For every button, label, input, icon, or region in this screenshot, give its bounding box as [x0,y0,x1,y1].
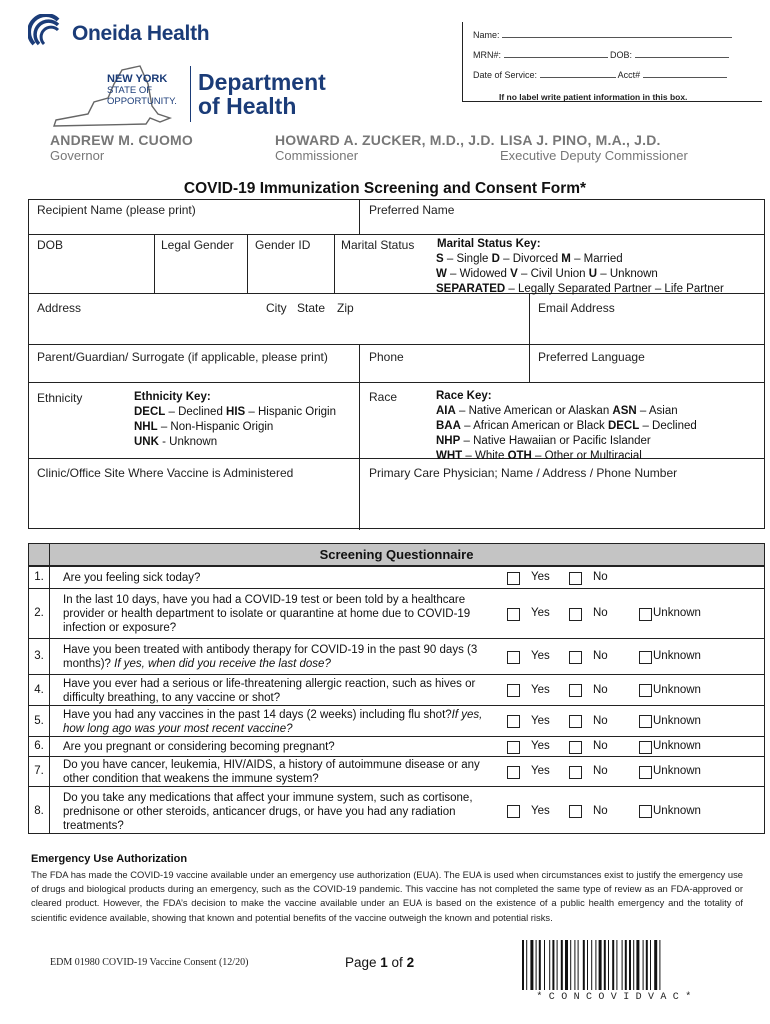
no-label: No [593,650,608,662]
no-label: No [593,740,608,752]
official-title: Governor [50,148,105,163]
ny-state-wordmark [107,74,177,107]
question-text: Have you been treated with antibody therapy for COVID-19 in the past 90 days (3 months)? If yes, when did you receive the last dose? [63,644,478,670]
yes-label: Yes [531,714,550,727]
no-checkbox[interactable] [569,741,582,754]
race-key-line-1: AIA – Native American or Alaskan ASN – Asian [436,405,678,417]
screening-title: Screening Questionnaire [319,547,474,562]
date-of-service-line[interactable] [540,69,616,78]
official-governor [50,132,193,163]
yes-checkbox[interactable] [507,715,520,728]
grid-line [334,234,335,293]
department-of-health-wordmark [198,70,326,118]
race-key-title: Race Key: [436,390,492,402]
screening-questionnaire [28,543,765,834]
question-number: 3. [34,650,44,662]
unknown-label: Unknown [653,683,701,696]
unknown-label: Unknown [653,607,701,619]
ethnicity-key-line-3: UNK - Unknown [134,436,218,448]
grid-line [529,293,530,382]
question-row [29,674,764,705]
ny-line-1: NEW YORK [107,73,168,85]
grid-line [29,344,764,345]
yes-checkbox[interactable] [507,805,520,818]
label-box-note: If no label write patient information in this box. [499,92,688,102]
state-field[interactable]: State [297,301,326,315]
grid-line [29,234,764,235]
no-label: No [593,804,608,817]
screening-header [29,544,764,566]
yes-checkbox[interactable] [507,651,520,664]
yes-checkbox[interactable] [507,608,520,621]
doh-line-1: Department [198,69,326,95]
no-checkbox[interactable] [569,608,582,621]
page-number: Page 1 of 2 [345,955,415,970]
acct-label: Acct# [617,70,641,80]
yes-label: Yes [531,571,550,583]
unknown-label: Unknown [653,650,701,662]
official-name: ANDREW M. CUOMO [50,132,193,148]
yes-checkbox[interactable] [507,572,520,585]
barcode-icon [520,940,710,990]
unknown-checkbox[interactable] [639,684,652,697]
unknown-checkbox[interactable] [639,715,652,728]
patient-label-box[interactable] [462,22,762,102]
question-number: 1. [34,571,44,583]
email-field[interactable]: Email Address [538,301,615,315]
no-label: No [593,714,608,727]
race-field[interactable]: Race [369,390,398,404]
yes-label: Yes [531,607,550,619]
question-number: 7. [34,765,44,777]
no-checkbox[interactable] [569,766,582,779]
dob-label: DOB: [610,50,633,60]
race-key-line-4: WHT – White OTH – Other or Multiracial [436,450,642,462]
ethnicity-key-line-1: DECL – Declined HIS – Hispanic Origin [134,406,336,418]
question-text: Do you take any medications that affect your immune system, such as cortisone, prednisone or other steroids, anticancer drugs, or have you had any radiation treatments? [63,791,473,832]
marital-status-field[interactable]: Marital Status [341,238,415,252]
acct-line[interactable] [643,69,727,78]
question-number: 8. [34,804,44,817]
question-number: 2. [34,607,44,619]
no-label: No [593,571,608,583]
yes-checkbox[interactable] [507,684,520,697]
ny-line-3: OPPORTUNITY. [107,96,177,107]
unknown-checkbox[interactable] [639,766,652,779]
ethnicity-key-title: Ethnicity Key: [134,391,211,403]
grid-line [29,382,764,383]
gender-id-field[interactable]: Gender ID [255,238,311,252]
yes-label: Yes [531,765,550,777]
doh-line-2: of Health [198,93,297,119]
question-row [29,588,764,638]
eua-title: Emergency Use Authorization [31,853,188,865]
question-row [29,566,764,588]
marital-key-line-3: SEPARATED – Legally Separated Partner – Life Partner [436,283,724,295]
no-checkbox[interactable] [569,805,582,818]
phone-field[interactable]: Phone [369,350,404,364]
official-title: Executive Deputy Commissioner [500,148,688,163]
barcode-text: *CONCOVIDVAC* [536,992,698,1003]
question-text: Have you had any vaccines in the past 14 days (2 weeks) including flu shot?If yes, how long ago was your most recent vaccine? [63,708,483,735]
question-row [29,786,764,835]
grid-line [359,200,360,234]
org-logo-text: Oneida Health [72,22,210,45]
clinic-site-field[interactable]: Clinic/Office Site Where Vaccine is Administered [37,466,294,480]
preferred-language-field[interactable]: Preferred Language [538,350,645,364]
yes-label: Yes [531,804,550,817]
question-number: 4. [34,683,44,696]
mrn-label: MRN#: [473,50,502,60]
official-commissioner [275,132,495,163]
official-name: HOWARD A. ZUCKER, M.D., J.D. [275,132,495,148]
recipient-info-grid [28,199,765,529]
question-text: Are you feeling sick today? [63,572,201,584]
question-row [29,638,764,674]
city-field[interactable]: City [266,301,287,315]
legal-gender-field[interactable]: Legal Gender [161,238,234,252]
mrn-line[interactable] [504,49,608,58]
unknown-label: Unknown [653,740,701,752]
address-field[interactable]: Address [37,301,82,315]
ethnicity-field[interactable]: Ethnicity [37,391,83,405]
race-key-line-3: NHP – Native Hawaiian or Pacific Islander [436,435,651,447]
ethnicity-key [134,390,336,450]
no-label: No [593,607,608,619]
unknown-checkbox[interactable] [639,805,652,818]
unknown-label: Unknown [653,714,701,727]
form-title: COVID-19 Immunization Screening and Consent Form* [183,180,587,197]
question-text: Have you ever had a serious or life-threatening allergic reaction, such as hives or difficulty breathing, to any vaccine or shot? [63,677,476,704]
unknown-label: Unknown [653,765,701,777]
header-divider [190,66,191,122]
official-name: LISA J. PINO, M.A., J.D. [500,132,661,148]
unknown-label: Unknown [653,804,701,817]
yes-label: Yes [531,683,550,696]
unknown-checkbox[interactable] [639,651,652,664]
no-checkbox[interactable] [569,572,582,585]
unknown-checkbox[interactable] [639,741,652,754]
grid-line [359,344,360,530]
grid-line [154,234,155,293]
no-label: No [593,683,608,696]
question-number: 5. [34,714,44,727]
question-text: In the last 10 days, have you had a COVID-19 test or been told by a healthcare provider or health department to isolate or quarantine at home due to COVID-19 infection or exposure? [63,594,471,634]
recipient-name-field[interactable]: Recipient Name (please print) [37,203,196,217]
race-key-line-2: BAA – African American or Black DECL – Declined [436,420,697,432]
yes-label: Yes [531,740,550,752]
yes-label: Yes [531,650,550,662]
eua-paragraph: The FDA has made the COVID-19 vaccine available under an emergency use authorization (EUA). The EUA is used when circumstances exist to justify the emergency use of drugs and biological products during an emergency, such as the COVID-19 pandemic. This vaccine has not completed the same type of review as an FDA-approved or cleared product. However, the FDA’s decision to make the vaccine available under an EUA is based on the existence of a public health emergency and the totality of scientific evidence available, showing that known and potential benefits of the vaccine outweigh the known and potential risks. [31,869,743,923]
zip-field[interactable]: Zip [337,301,354,315]
question-row [29,756,764,786]
no-checkbox[interactable] [569,684,582,697]
unknown-checkbox[interactable] [639,608,652,621]
yes-checkbox[interactable] [507,766,520,779]
official-deputy [500,132,688,163]
question-row [29,736,764,756]
ny-line-2: STATE OF [107,85,153,96]
question-row [29,705,764,736]
date-of-service-label: Date of Service: [473,70,538,80]
ethnicity-key-line-2: NHL – Non-Hispanic Origin [134,421,274,433]
dob-line[interactable] [635,49,729,58]
name-line[interactable] [502,29,732,38]
question-number: 6. [34,740,44,752]
marital-key-line-2: W – Widowed V – Civil Union U – Unknown [436,268,658,280]
grid-line [247,234,248,293]
primary-care-physician-field[interactable]: Primary Care Physician; Name / Address / Phone Number [369,466,678,480]
dob-field[interactable]: DOB [37,238,64,252]
yes-checkbox[interactable] [507,741,520,754]
marital-key-line-1: S – Single D – Divorced M – Married [436,253,623,265]
parent-guardian-field[interactable]: Parent/Guardian/ Surrogate (if applicable, please print) [37,350,328,364]
form-code: EDM 01980 COVID-19 Vaccine Consent (12/20) [50,957,249,968]
no-label: No [593,765,608,777]
race-key [436,389,697,464]
marital-status-key [436,237,724,297]
no-checkbox[interactable] [569,715,582,728]
name-label: Name: [473,30,500,40]
no-checkbox[interactable] [569,651,582,664]
question-text: Are you pregnant or considering becoming pregnant? [63,741,335,753]
oneida-health-logo-icon [28,14,64,50]
marital-key-title: Marital Status Key: [437,238,541,250]
official-title: Commissioner [275,148,359,163]
preferred-name-field[interactable]: Preferred Name [369,203,455,217]
question-text: Do you have cancer, leukemia, HIV/AIDS, a history of autoimmune disease or any other condition that weakens the immune system? [63,759,480,785]
